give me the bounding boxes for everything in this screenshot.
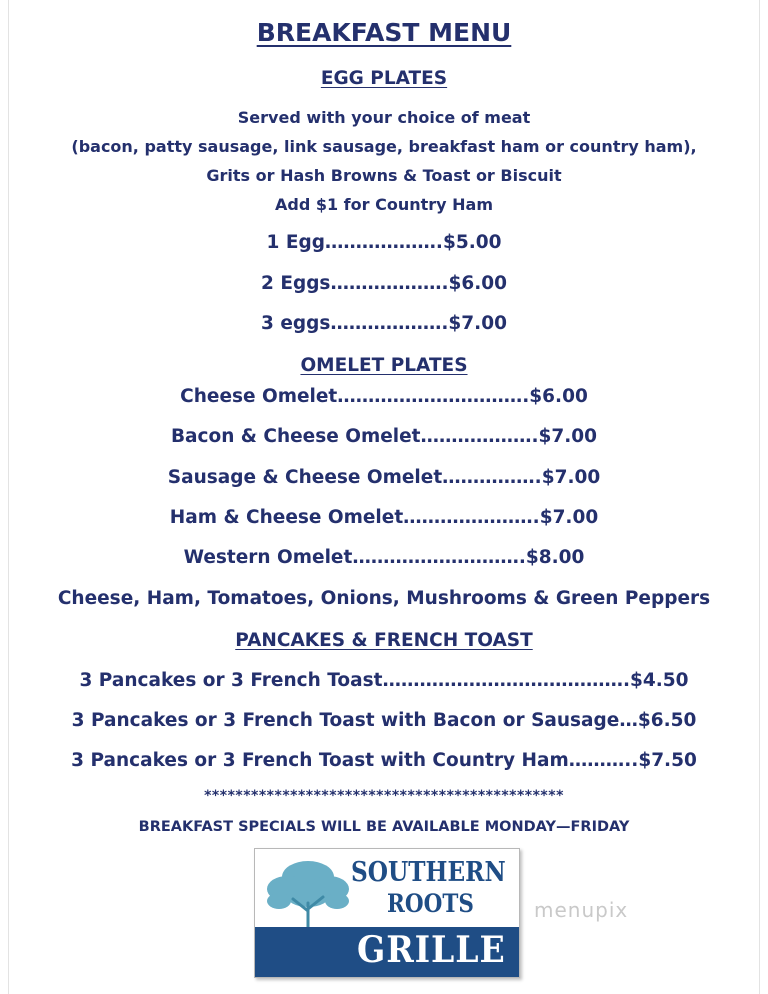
western-omelet-note: Cheese, Ham, Tomatoes, Onions, Mushrooms & Green Peppers [57, 588, 711, 609]
menu-item-sausage-cheese-omelet: Sausage & Cheese Omelet…………….$7.00 [167, 467, 601, 488]
egg-plates-desc-2: (bacon, patty sausage, link sausage, breakfast ham or country ham), [71, 137, 697, 156]
logo-line-roots: ROOTS [387, 889, 474, 918]
menu-title: BREAKFAST MENU [256, 18, 512, 47]
menu-item-3-eggs: 3 eggs……………….$7.00 [261, 313, 507, 334]
egg-plates-desc-4: Add $1 for Country Ham [274, 195, 494, 214]
menu-item-cheese-omelet: Cheese Omelet………………………….$6.00 [180, 386, 588, 407]
menu-item-pancakes-bacon-sausage: 3 Pancakes or 3 French Toast with Bacon or Sausage…$6.50 [71, 710, 697, 731]
egg-plates-desc-1: Served with your choice of meat [237, 108, 531, 127]
menu-item-1-egg: 1 Egg……………….$5.00 [266, 232, 502, 253]
egg-plates-desc-3: Grits or Hash Browns & Toast or Biscuit [206, 166, 562, 185]
specials-note: BREAKFAST SPECIALS WILL BE AVAILABLE MONDAY—FRIDAY [138, 819, 630, 835]
menupix-watermark: menupix [534, 898, 629, 922]
logo-line-southern: SOUTHERN [351, 857, 506, 888]
menu-item-pancakes-country-ham: 3 Pancakes or 3 French Toast with Country Ham………..$7.50 [71, 750, 697, 771]
egg-plates-heading: EGG PLATES [320, 68, 448, 89]
omelet-plates-heading: OMELET PLATES [300, 355, 468, 376]
star-divider: ********************************************** [204, 788, 564, 804]
logo-line-grille: GRILLE [357, 929, 506, 971]
menu-item-western-omelet: Western Omelet……………………….$8.00 [183, 547, 585, 568]
menu-item-bacon-cheese-omelet: Bacon & Cheese Omelet……………….$7.00 [170, 426, 598, 447]
menu-item-2-eggs: 2 Eggs……………….$6.00 [261, 273, 507, 294]
pancakes-heading: PANCAKES & FRENCH TOAST [235, 630, 533, 651]
menu-item-pancakes: 3 Pancakes or 3 French Toast………………………………….$4.50 [79, 670, 689, 691]
southern-roots-grille-logo [254, 848, 520, 978]
menu-item-ham-cheese-omelet: Ham & Cheese Omelet………………….$7.00 [169, 507, 599, 528]
